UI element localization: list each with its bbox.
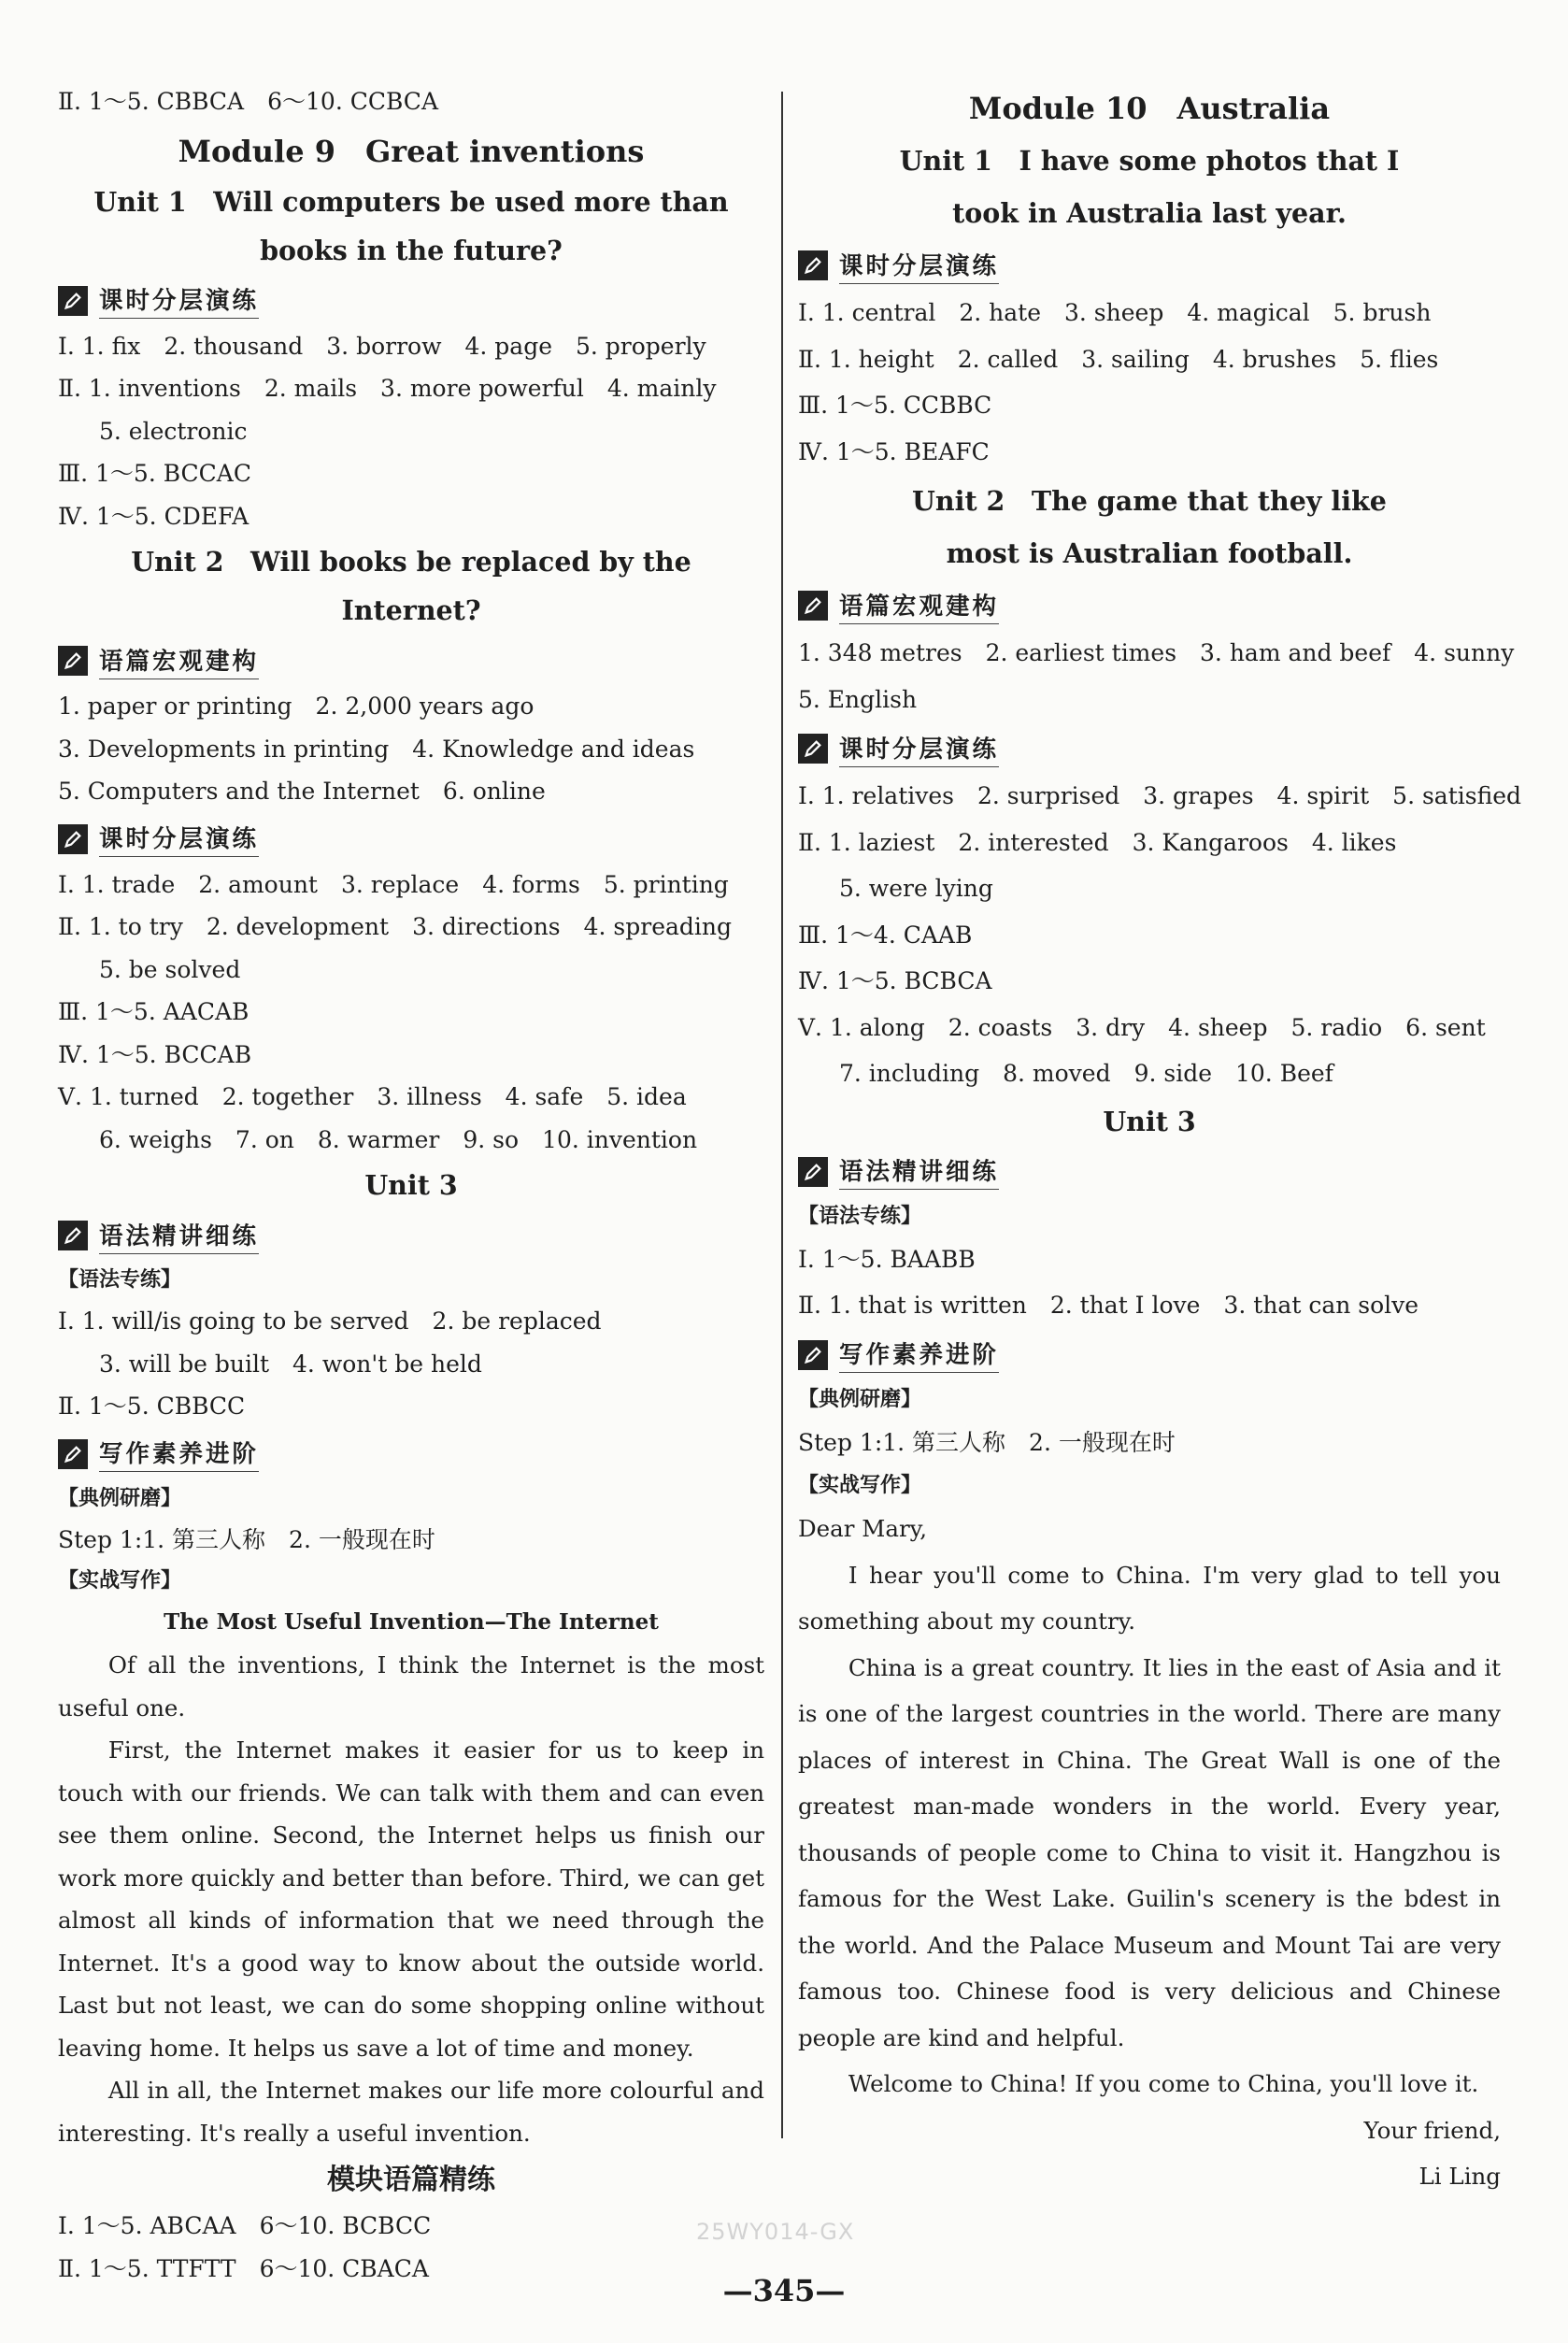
answer-line: Ⅰ. 1～5. BAABB <box>798 1245 976 1273</box>
pencil-icon <box>798 734 828 764</box>
subsection-label: 【典例研磨】 <box>58 1486 182 1510</box>
section-header <box>798 724 1501 773</box>
pencil-icon <box>798 1340 828 1370</box>
pencil-icon <box>58 1439 88 1469</box>
answer-line: Ⅲ. 1～5. BCCAC <box>58 460 251 487</box>
answer-line: Ⅳ. 1～5. BCCAB <box>58 1040 252 1068</box>
answer-line: Ⅲ. 1～5. AACAB <box>58 998 249 1025</box>
answer-line: Ⅴ. 1. along 2. coasts 3. dry 4. sheep 5. radio 6. sent <box>798 1013 1486 1041</box>
pencil-icon <box>58 286 88 316</box>
answer-line: Ⅳ. 1～5. BCBCA <box>798 967 992 994</box>
subsection-label: 【典例研磨】 <box>798 1387 922 1411</box>
pencil-icon <box>798 1157 828 1187</box>
answer-line: Ⅱ. 1. that is written 2. that I love 3. that can solve <box>798 1292 1419 1319</box>
answer-line: 1. 348 metres 2. earliest times 3. ham and beef 4. sunny <box>798 639 1515 666</box>
answer-line: Ⅰ. 1～5. ABCAA 6～10. BCBCC <box>58 2212 432 2239</box>
answer-line: 7. including 8. moved 9. side 10. Beef <box>839 1060 1333 1087</box>
pencil-icon <box>798 591 828 621</box>
pencil-icon <box>58 1221 88 1250</box>
subsection-label: 【实战写作】 <box>58 1569 182 1593</box>
section-header <box>58 636 764 685</box>
essay-title: The Most Useful Invention—The Internet <box>164 1609 659 1635</box>
answer-line: Ⅱ. 1～5. CBBCA 6～10. CCBCA <box>58 88 438 115</box>
answer-line: 5. English <box>798 685 918 713</box>
unit-title: Unit 2 Will books be replaced by the Internet? <box>131 546 691 626</box>
section-title: 语篇宏观建构 <box>839 588 999 624</box>
section-title: 写作素养进阶 <box>99 1436 259 1472</box>
section-title: 写作素养进阶 <box>839 1336 999 1373</box>
left-column <box>58 80 764 2290</box>
answer-line: Ⅲ. 1～4. CAAB <box>798 921 973 949</box>
letter-paragraph: China is a great country. It lies in the east of Asia and it is one of the largest countries in the world. There are many places of interest in China. The Great Wall is one of the greatest man-made wonders in the world. Every year, thousands of people come to China to visit it. Hangzhou is famous for the West Lake. Guilin's scenery is the bdest in the world. And the Palace Museum and Mount Tai are very famous too. Chinese food is very delicious and Chinese people are kind and helpful. <box>798 1653 1501 2051</box>
answer-line: Ⅱ. 1. laziest 2. interested 3. Kangaroos 4. likes <box>798 828 1397 856</box>
section-header <box>58 1211 764 1260</box>
essay-paragraph: First, the Internet makes it easier for us to keep in touch with our friends. We can talk with them and can even see them online. Second, the Internet helps us finish our work more quickly and better than before. Third, we can get almost all kinds of information that we need through the Internet. It's a good way to know about the outside world. Last but not least, we can do some shopping online without leaving home. It helps us save a lot of time and money. <box>58 1736 764 2062</box>
essay-paragraph: Of all the inventions, I think the Internet is the most useful one. <box>58 1651 764 1722</box>
column-divider <box>781 92 783 2138</box>
unit-title: most is Australian football. <box>946 537 1353 569</box>
essay-paragraph: All in all, the Internet makes our life more colourful and interesting. It's really a useful invention. <box>58 2077 764 2147</box>
subsection-label: 【语法专练】 <box>798 1204 922 1228</box>
watermark: 25WY014-GX <box>696 2219 855 2245</box>
answer-line: Ⅱ. 1. inventions 2. mails 3. more powerful 4. mainly <box>58 375 717 402</box>
answer-line: 1. paper or printing 2. 2,000 years ago <box>58 693 535 720</box>
answer-line: 5. electronic <box>99 417 248 445</box>
unit-title: Unit 2 The game that they like <box>912 485 1387 517</box>
section-title: 语篇宏观建构 <box>99 643 259 679</box>
section-header <box>798 1148 1501 1196</box>
section-title: 课时分层演练 <box>839 731 999 767</box>
module-title: Module 10 Australia <box>968 91 1331 126</box>
answer-line: Step 1:1. 第三人称 2. 一般现在时 <box>798 1428 1176 1456</box>
answer-line: Step 1:1. 第三人称 2. 一般现在时 <box>58 1525 435 1553</box>
unit-title: Unit 3 <box>1103 1105 1196 1137</box>
answer-line: Ⅱ. 1. height 2. called 3. sailing 4. brushes 5. flies <box>798 345 1439 373</box>
unit-title: books in the future? <box>260 234 563 266</box>
unit-title: Unit 3 <box>364 1169 458 1201</box>
section-header <box>58 1430 764 1479</box>
answer-line: Ⅰ. 1. will/is going to be served 2. be replaced <box>58 1307 602 1335</box>
section-title: 课时分层演练 <box>99 282 259 319</box>
answer-line: 3. will be built 4. won't be held <box>99 1350 482 1378</box>
letter-paragraph: I hear you'll come to China. I'm very glad to tell you something about my country. <box>798 1561 1501 1635</box>
answer-line: Ⅰ. 1. relatives 2. surprised 3. grapes 4. spirit 5. satisfied <box>798 782 1522 809</box>
pencil-icon <box>58 824 88 854</box>
answer-line: Ⅳ. 1～5. BEAFC <box>798 437 990 465</box>
answer-line: 6. weighs 7. on 8. warmer 9. so 10. invention <box>99 1125 698 1153</box>
subsection-label: 【实战写作】 <box>798 1474 922 1497</box>
answer-line: Ⅰ. 1. fix 2. thousand 3. borrow 4. page 5. properly <box>58 332 706 360</box>
letter-paragraph: Welcome to China! If you come to China, you'll love it. <box>848 2070 1479 2097</box>
right-column <box>798 80 1522 2199</box>
answer-line: Ⅲ. 1～5. CCBBC <box>798 392 992 419</box>
section-title: 语法精讲细练 <box>839 1153 999 1190</box>
letter-salutation: Dear Mary, <box>798 1515 928 1542</box>
module-title: Module 9 Great inventions <box>178 133 645 169</box>
section-header <box>798 581 1501 630</box>
answer-line: 5. Computers and the Internet 6. online <box>58 778 546 805</box>
unit-title: took in Australia last year. <box>952 197 1347 229</box>
section-header <box>798 1331 1501 1379</box>
answer-line: 5. be solved <box>99 955 241 983</box>
answer-line: Ⅱ. 1. to try 2. development 3. directions 4. spreading <box>58 913 733 940</box>
subsection-label: 【语法专练】 <box>58 1268 182 1292</box>
letter-closing: Your friend, <box>1363 2116 1501 2144</box>
answer-line: 3. Developments in printing 4. Knowledge and ideas <box>58 735 695 763</box>
module-reading-title: 模块语篇精练 <box>327 2164 495 2196</box>
answer-line: Ⅱ. 1～5. TTFTT 6～10. CBACA <box>58 2254 429 2282</box>
section-header <box>58 815 764 864</box>
answer-line: Ⅱ. 1～5. CBBCC <box>58 1393 246 1420</box>
answer-line: 5. were lying <box>839 875 993 902</box>
letter-signature: Li Ling <box>1418 2162 1501 2190</box>
pencil-icon <box>58 646 88 676</box>
unit-title: Unit 1 I have some photos that I <box>899 145 1400 177</box>
section-title: 课时分层演练 <box>99 821 259 857</box>
answer-line: Ⅴ. 1. turned 2. together 3. illness 4. safe 5. idea <box>58 1083 687 1110</box>
section-title: 语法精讲细练 <box>99 1218 259 1254</box>
answer-line: Ⅳ. 1～5. CDEFA <box>58 502 249 530</box>
answer-line: Ⅰ. 1. trade 2. amount 3. replace 4. forms 5. printing <box>58 870 729 898</box>
section-title: 课时分层演练 <box>839 248 999 284</box>
section-header <box>58 277 764 325</box>
page-number: —345— <box>722 2273 846 2308</box>
unit-title: Unit 1 Will computers be used more than <box>93 185 729 218</box>
section-header <box>798 241 1501 290</box>
pencil-icon <box>798 250 828 280</box>
answer-line: Ⅰ. 1. central 2. hate 3. sheep 4. magical 5. brush <box>798 299 1432 326</box>
